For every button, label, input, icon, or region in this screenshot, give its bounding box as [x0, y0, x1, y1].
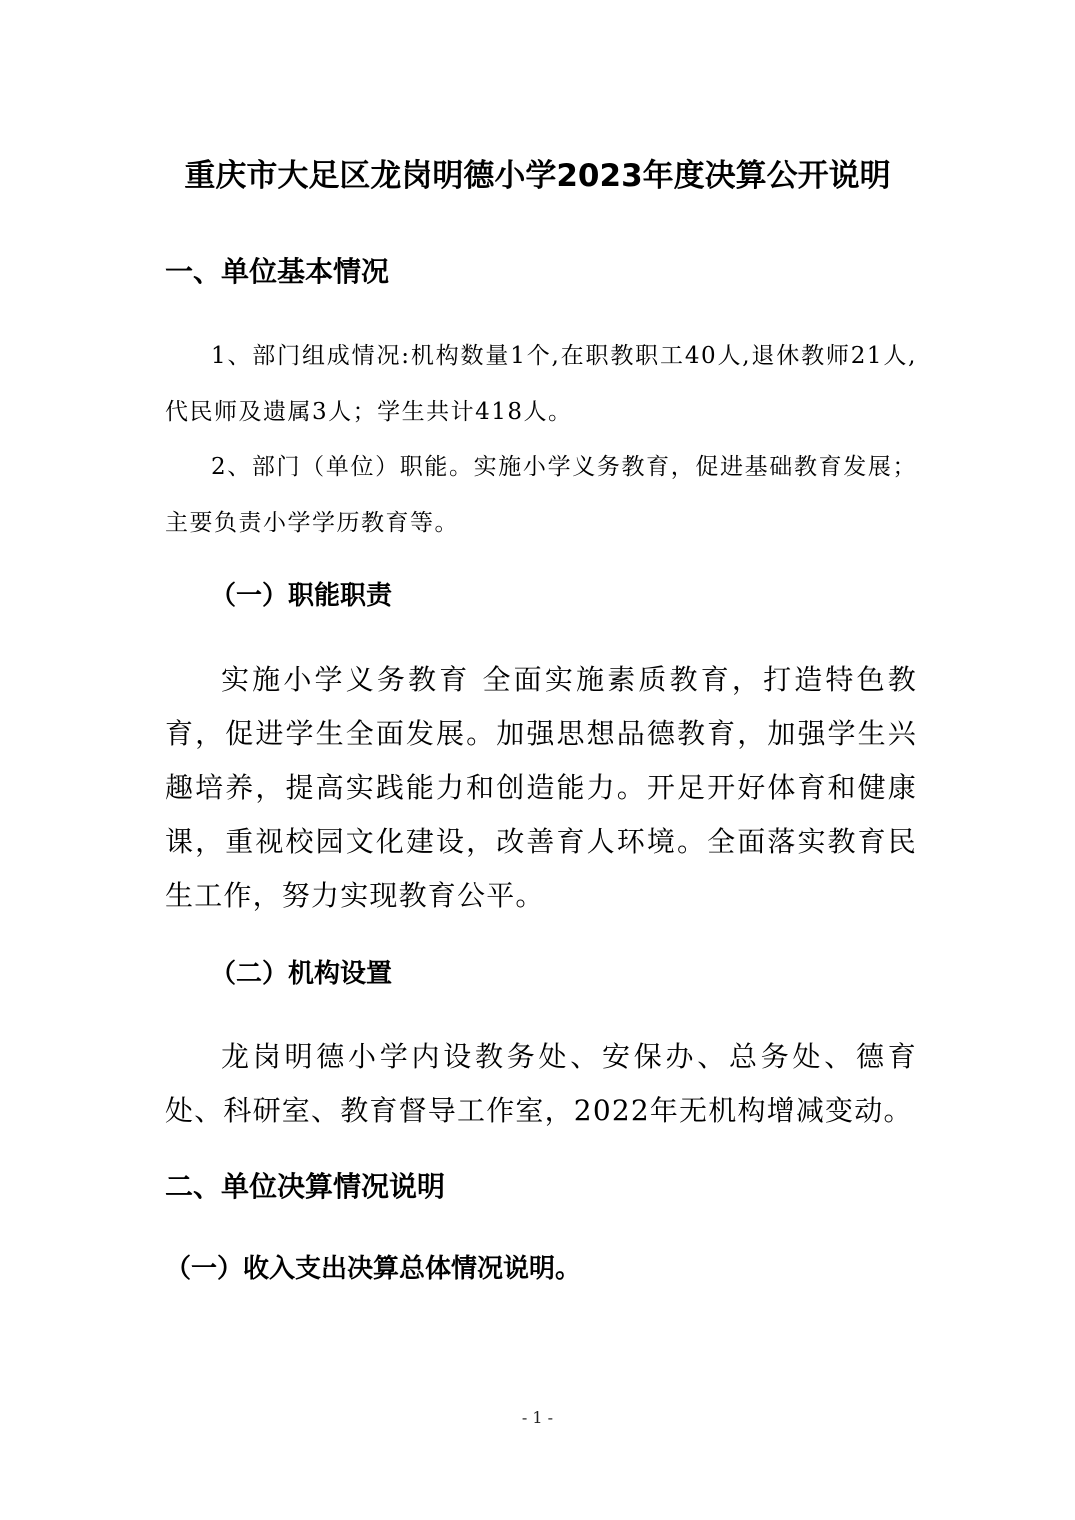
subsection-duties-heading: （一）职能职责	[210, 581, 393, 611]
section-2-heading: 二、单位决算情况说明	[165, 1170, 446, 1203]
subsection-structure-heading: （二）机构设置	[210, 959, 393, 989]
section-1-paragraph-1: 1、部门组成情况:机构数量1个,在职教职工40人,退休教师21人,代民师及遗属3人；学生共计418人。	[165, 343, 917, 425]
section-1-heading: 一、单位基本情况	[165, 255, 390, 288]
document-title: 重庆市大足区龙岗明德小学2023年度决算公开说明	[184, 158, 891, 194]
subsection-income-heading: （一）收入支出决算总体情况说明。	[165, 1254, 582, 1284]
page-number: - 1 -	[521, 1408, 554, 1427]
subsection-duties-text: 实施小学义务教育 全面实施素质教育，打造特色教育，促进学生全面发展。加强思想品德教育，加强学生兴趣培养，提高实践能力和创造能力。开足开好体育和健康课，重视校园文化建设，改善育人环境。全面落实教育民生工作，努力实现教育公平。	[165, 663, 917, 912]
subsection-structure-text: 龙岗明德小学内设教务处、安保办、总务处、德育处、科研室、教育督导工作室，2022年无机构增减变动。	[165, 1040, 917, 1127]
section-1-paragraph-2: 2、部门（单位）职能。实施小学义务教育，促进基础教育发展；主要负责小学学历教育等。	[165, 454, 917, 536]
